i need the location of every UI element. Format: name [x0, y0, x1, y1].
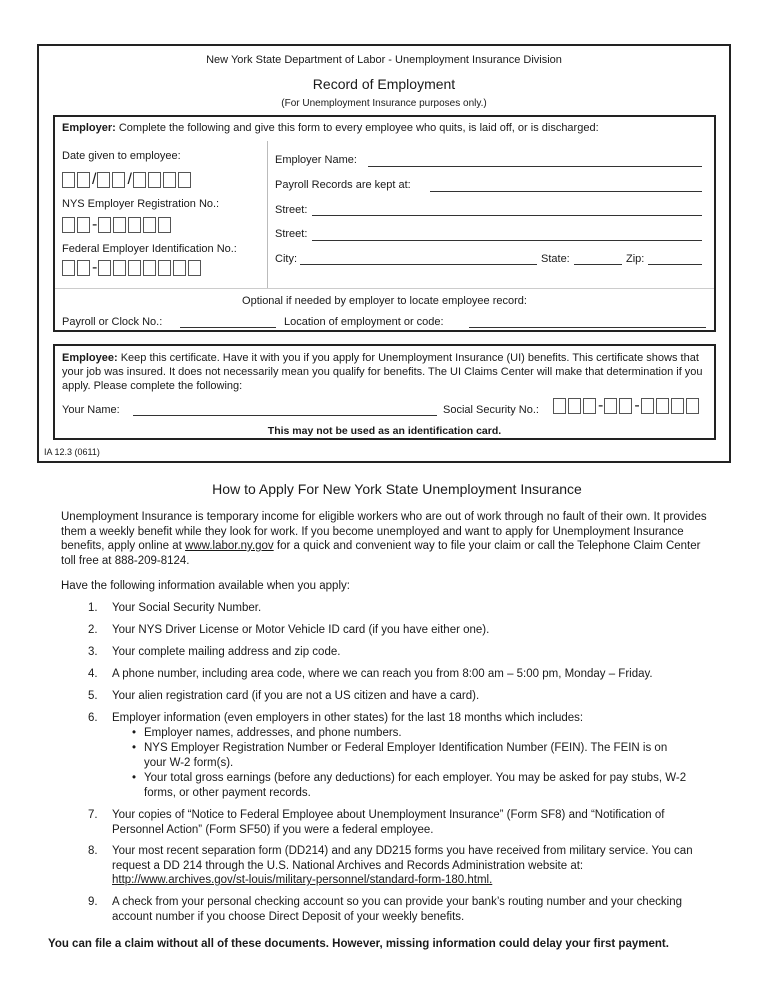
- city-field[interactable]: [300, 264, 537, 265]
- date-given-field[interactable]: / /: [62, 172, 193, 188]
- employee-instructions: [62, 351, 710, 393]
- fein-label: Federal Employer Identification No.:: [62, 243, 237, 255]
- employer-instruction: Complete the following and give this form to every employee who quits, is laid off, or is discharged:: [118, 122, 599, 134]
- payroll-clock-field[interactable]: [180, 327, 276, 328]
- your-name-field[interactable]: [133, 415, 437, 416]
- employer-instruction-line: [62, 122, 712, 134]
- howto-intro: [61, 510, 709, 568]
- payroll-records-field[interactable]: [430, 191, 702, 192]
- employer-heading: Employer:: [62, 122, 116, 134]
- employer-name-field[interactable]: [368, 166, 702, 167]
- zip-field[interactable]: [648, 264, 702, 265]
- employee-heading: Employee:: [62, 352, 118, 364]
- agency-name: New York State Department of Labor - Unemployment Insurance Division: [206, 54, 562, 66]
- street-field-1[interactable]: [312, 215, 702, 216]
- form-title: Record of Employment: [312, 76, 456, 92]
- state-field[interactable]: [574, 264, 622, 265]
- archives-link[interactable]: http://www.archives.gov/st-louis/military-personnel/standard-form-180.html.: [112, 874, 493, 886]
- ssn-label: Social Security No.:: [443, 404, 539, 416]
- payroll-records-label: Payroll Records are kept at:: [275, 179, 411, 191]
- employer-name-label: Employer Name:: [275, 154, 357, 166]
- footer-note: You can file a claim without all of these documents. However, missing information could delay your first payment.: [48, 938, 669, 950]
- ssn-field[interactable]: - -: [553, 398, 701, 414]
- city-label: City:: [275, 253, 297, 265]
- form-subtitle: (For Unemployment Insurance purposes only.): [281, 98, 487, 109]
- location-field[interactable]: [469, 327, 706, 328]
- not-id-note: This may not be used as an identification card.: [267, 425, 502, 437]
- howto-heading: How to Apply For New York State Unemployment Insurance: [212, 481, 582, 497]
- optional-note: Optional if needed by employer to locate employee record:: [242, 295, 527, 307]
- intro-text: Unemployment Insurance is temporary income for eligible workers who are out of work through no fault of their own. It provides them a weekly benefit while they look for work. If you become unemployed and want to apply for Unemployment Insurance benefits, apply online at: [61, 511, 707, 552]
- fein-field[interactable]: -: [62, 260, 203, 276]
- location-label: Location of employment or code:: [284, 316, 444, 328]
- employee-text: Keep this certificate. Have it with you if you apply for Unemployment Insurance (UI) benefits. This certificate shows that your job was insured. It does not necessarily mean you qualify for benefits. The UI Claims Center will make that determination if you apply. Please complete the following:: [62, 352, 703, 392]
- labor-website-link[interactable]: www.labor.ny.gov: [185, 540, 274, 552]
- street-field-2[interactable]: [312, 240, 702, 241]
- your-name-label: Your Name:: [62, 404, 120, 416]
- zip-label: Zip:: [626, 253, 645, 265]
- section-divider: [267, 141, 268, 288]
- street-label-2: Street:: [275, 228, 308, 240]
- form-code: IA 12.3 (0611): [44, 447, 100, 457]
- nys-registration-field[interactable]: -: [62, 217, 173, 233]
- nys-registration-label: NYS Employer Registration No.:: [62, 198, 220, 210]
- payroll-clock-label: Payroll or Clock No.:: [62, 316, 163, 328]
- state-label: State:: [541, 253, 570, 265]
- street-label-1: Street:: [275, 204, 308, 216]
- intro-text-end: for a quick and convenient way to file your claim or call the Telephone Claim Center toll free at 888-209-8124.: [61, 540, 701, 567]
- have-info-text: Have the following information available when you apply:: [61, 580, 350, 592]
- divider-line: [55, 288, 714, 289]
- date-given-label: Date given to employee:: [62, 150, 181, 162]
